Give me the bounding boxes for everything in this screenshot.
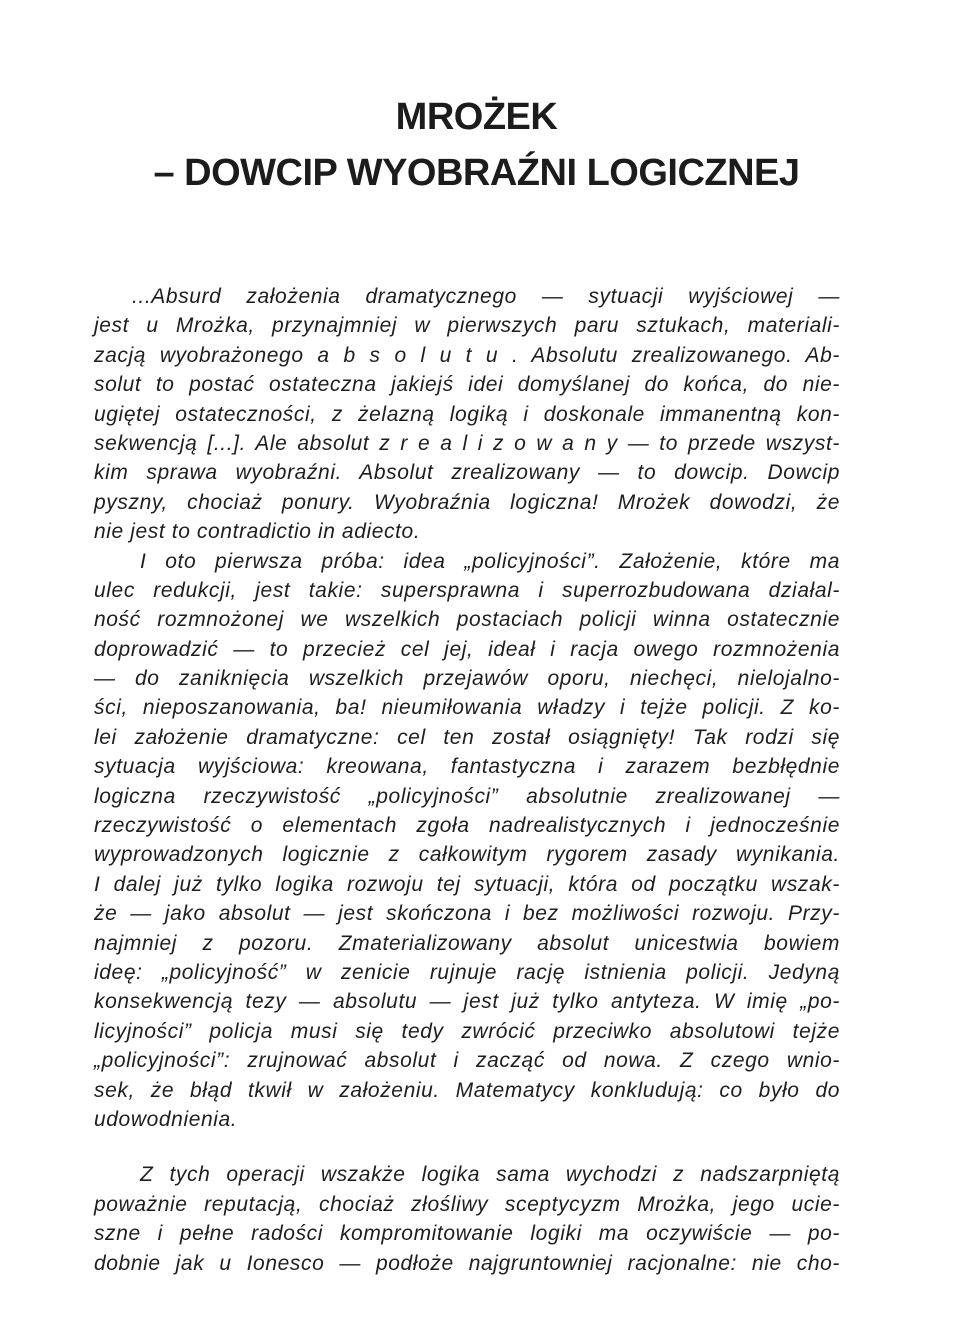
text-line: szne i pełne radości kompromitowanie logiki ma oczywiście — po-	[94, 1222, 840, 1246]
text-line: ugiętej ostateczności, z żelazną logiką i doskonale immanentną kon-	[94, 402, 840, 426]
text-line: ulec redukcji, jest takie: supersprawna i superrozbudowana działal-	[94, 578, 840, 602]
text-line: najmniej z pozoru. Zmaterializowany absolut unicestwia bowiem	[94, 931, 840, 955]
text-line: pyszny, chociaż ponury. Wyobraźnia logiczna! Mrożek dowodzi, że	[94, 490, 840, 514]
text-line: nie jest to contradictio in adiecto.	[94, 520, 421, 544]
text-line: licyjności” policja musi się tedy zwrócić przeciwko absolutowi tejże	[94, 1019, 840, 1043]
text-line: doprowadzić — to przecież cel jej, ideał i racja owego rozmnożenia	[94, 637, 840, 661]
text-line: logiczna rzeczywistość „policyjności” absolutnie zrealizowanej —	[94, 784, 840, 808]
text-line: I oto pierwsza próba: idea „policyjności”. Założenie, które ma	[140, 549, 840, 573]
paragraph-gap	[94, 1134, 840, 1160]
text-line: dobnie jak u Ionesco — podłoże najgruntowniej racjonalne: nie cho-	[94, 1251, 840, 1275]
text-line: że — jako absolut — jest skończona i bez możliwości rozwoju. Przy-	[94, 902, 840, 926]
text-line: sek, że błąd tkwił w założeniu. Matematycy konkludują: co było do	[94, 1078, 840, 1102]
text-line: ideę: „policyjność” w zenicie rujnuje rację istnienia policji. Jedyną	[94, 960, 840, 984]
text-line: rzeczywistość o elementach zgoła nadrealistycznych i jednocześnie	[94, 814, 840, 838]
text-line: poważnie reputacją, chociaż złośliwy sceptycyzm Mrożka, jego ucie-	[94, 1192, 840, 1216]
paragraph-1	[94, 282, 840, 547]
text-line: sekwencją [...]. Ale absolut z r e a l i z o w a n y — to przede wszyst-	[94, 431, 840, 455]
text-line: ...Absurd założenia dramatycznego — sytuacji wyjściowej —	[132, 285, 840, 308]
text-line: ści, nieposzanowania, ba! nieumiłowania władzy i tejże policji. Z ko-	[94, 696, 840, 720]
text-line: jest u Mrożka, przynajmniej w pierwszych paru sztukach, materiali-	[94, 314, 840, 338]
text-line: Z tych operacji wszakże logika sama wychodzi z nadszarpniętą	[140, 1163, 840, 1187]
text-line: lei założenie dramatyczne: cel ten został osiągnięty! Tak rodzi się	[94, 725, 840, 749]
paragraph-3	[94, 1160, 840, 1278]
paragraph-2	[94, 547, 840, 1135]
text-line: — do zaniknięcia wszelkich przejawów oporu, niechęci, nielojalno-	[94, 667, 840, 691]
text-line: konsekwencją tezy — absolutu — jest już tylko antyteza. W imię „po-	[94, 990, 840, 1014]
text-line: „policyjności”: zrujnować absolut i zacząć od nowa. Z czego wnio-	[94, 1049, 840, 1073]
text-line: wyprowadzonych logicznie z całkowitym rygorem zasady wynikania.	[94, 843, 840, 867]
text-line: solut to postać ostateczna jakiejś idei domyślanej do końca, do nie-	[94, 373, 840, 397]
text-line: ność rozmnożonej we wszelkich postaciach policji winna ostatecznie	[94, 608, 840, 632]
text-line: I dalej już tylko logika rozwoju tej sytuacji, która od początku wszak-	[94, 872, 840, 896]
text-line: zacją wyobrażonego a b s o l u t u . Absolutu zrealizowanego. Ab-	[94, 343, 840, 367]
text-line: sytuacja wyjściowa: kreowana, fantastyczna i zarazem bezbłędnie	[94, 755, 840, 779]
text-line: kim sprawa wyobraźni. Absolut zrealizowany — to dowcip. Dowcip	[94, 461, 840, 485]
title-line-2: – DOWCIP WYOBRAŹNI LOGICZNEJ	[153, 152, 800, 194]
body-text	[94, 282, 840, 1278]
title-line-1: MROŻEK	[395, 96, 558, 138]
text-line: udowodnienia.	[94, 1107, 238, 1131]
